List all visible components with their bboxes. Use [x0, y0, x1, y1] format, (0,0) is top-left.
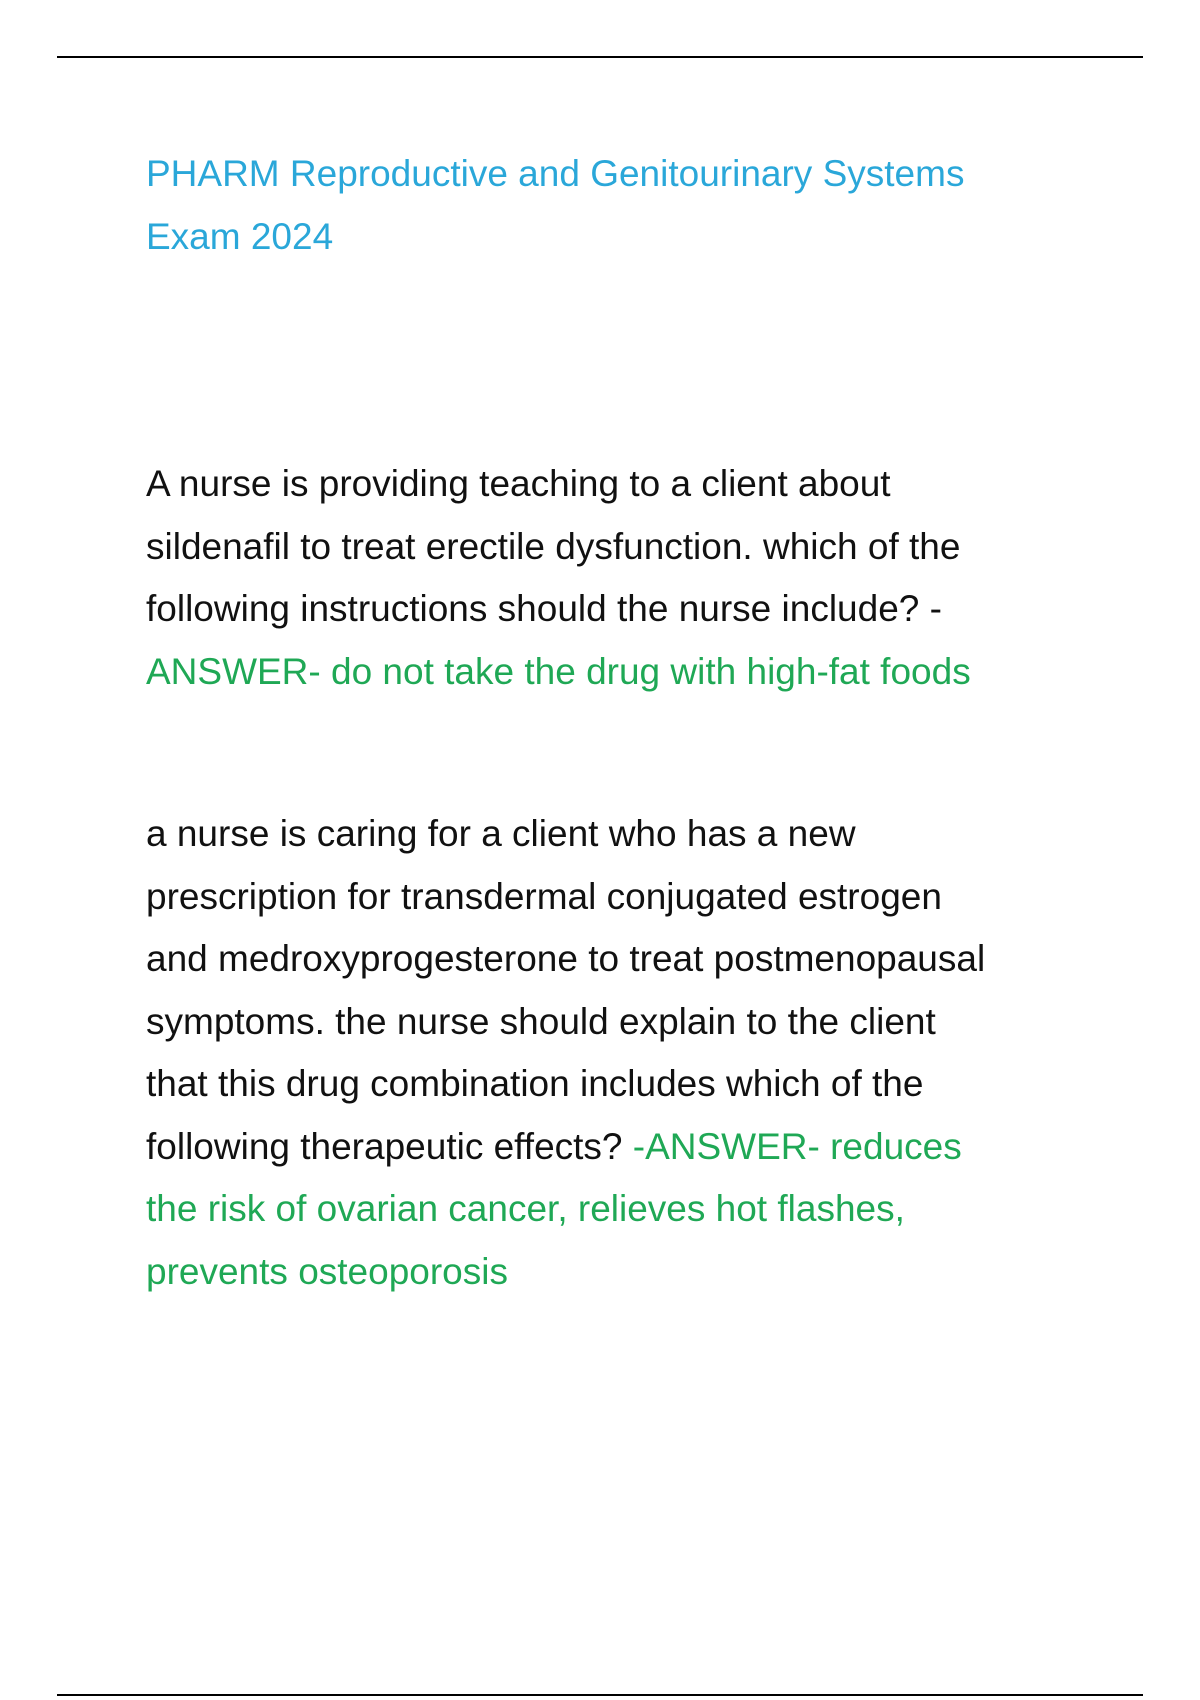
qa-item-2: [146, 803, 1106, 1303]
document-title: [146, 142, 1086, 268]
question-2-line-3: and medroxyprogesterone to treat postmenopausal: [146, 938, 986, 979]
question-2-line-5: that this drug combination includes which of the: [146, 1063, 924, 1104]
question-2-line-6: [146, 1116, 1106, 1179]
question-1-line-2: sildenafil to treat erectile dysfunction. which of the: [146, 525, 961, 567]
question-1-line-3: following instructions should the nurse include? -: [146, 588, 942, 629]
answer-2-line-3: prevents osteoporosis: [146, 1250, 508, 1292]
question-2-line-1: a nurse is caring for a client who has a new: [146, 813, 856, 854]
title-line-2: Exam 2024: [146, 216, 334, 257]
question-2-line-2: prescription for transdermal conjugated estrogen: [146, 875, 942, 917]
qa-item-1: [146, 453, 1106, 703]
top-divider: [57, 56, 1143, 58]
question-1-line-1: A nurse is providing teaching to a client about: [146, 463, 891, 504]
question-2-line-4: symptoms. the nurse should explain to the client: [146, 1000, 936, 1042]
answer-1-line-1: ANSWER- do not take the drug with high-fat foods: [146, 650, 971, 692]
answer-2-line-2: the risk of ovarian cancer, relieves hot flashes,: [146, 1188, 905, 1229]
answer-2-inline: -ANSWER- reduces: [632, 1125, 962, 1167]
title-line-1: PHARM Reproductive and Genitourinary Systems: [146, 153, 965, 194]
bottom-divider: [57, 1694, 1143, 1696]
question-2-line-6-text: following therapeutic effects?: [146, 1125, 633, 1167]
